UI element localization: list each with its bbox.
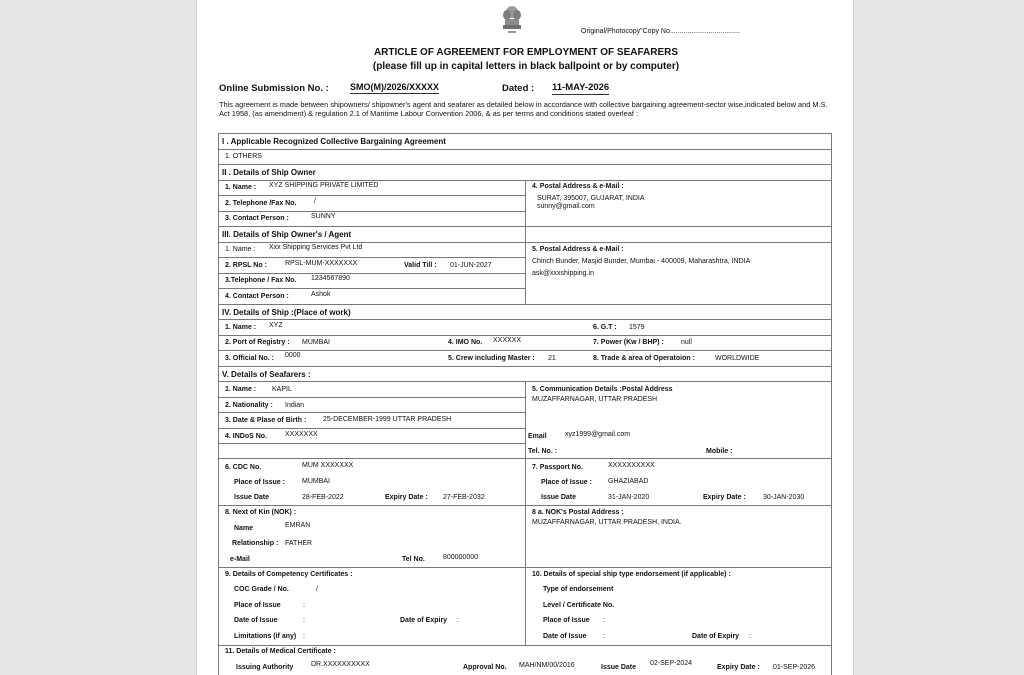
agreement-intro: This agreement is made between shipowners/ shipowner's agent and seafarer as detailed below in accordance with collective bargaining agreement-sector wise,indicated below and M.S. Act 1958, (as amendment) & regulation 2.1 of Maritime Labour Convention 2006, & as per terms and conditions stated overleaf : bbox=[219, 100, 828, 119]
coc-expiry-label: Date of Expiry bbox=[400, 617, 448, 624]
medical-authority-label: Issuing Authority bbox=[236, 664, 294, 671]
nationality-label: 2. Nationality : bbox=[225, 402, 273, 409]
cdc-place: MUMBAI bbox=[302, 478, 330, 485]
coc-grade: / bbox=[316, 586, 318, 593]
medical-expiry-label: Expiry Date : bbox=[717, 664, 760, 671]
endorsement-expiry: : bbox=[749, 633, 751, 640]
nok-tel-label: Tel No. bbox=[402, 556, 425, 563]
ship-name: XYZ bbox=[269, 322, 283, 329]
coc-place-label: Place of Issue bbox=[234, 602, 281, 609]
form-title: ARTICLE OF AGREEMENT FOR EMPLOYMENT OF SEAFARERS bbox=[373, 47, 679, 58]
coc-date-label: Date of Issue bbox=[234, 617, 278, 624]
submission-label: Online Submission No. : bbox=[219, 83, 329, 94]
pp-place-label: Place of Issue : bbox=[541, 479, 592, 486]
ship-name-label: 1. Name : bbox=[225, 324, 257, 331]
medical-issue-label: Issue Date bbox=[601, 664, 637, 671]
mobile-label: Mobile : bbox=[706, 448, 733, 455]
owner-address: SURAT, 395007, GUJARAT, INDIA bbox=[537, 195, 645, 202]
nok-address: MUZAFFARNAGAR, UTTAR PRADESH, INDIA. bbox=[532, 519, 682, 526]
agreement-page bbox=[196, 0, 854, 675]
medical-approval: MAH/NM/00/2016 bbox=[519, 662, 575, 669]
coc-limitations: : bbox=[303, 633, 305, 640]
agent-address-label: 5. Postal Address & e-Mail : bbox=[532, 246, 624, 253]
cdc-place-label: Place of Issue : bbox=[234, 479, 285, 486]
nok-name: EMRAN bbox=[285, 522, 311, 529]
passport-value: XXXXXXXXXX bbox=[608, 462, 655, 469]
pp-place: GHAZIABAD bbox=[608, 478, 649, 485]
owner-address-label: 4. Postal Address & e-Mail : bbox=[532, 183, 624, 190]
medical-approval-label: Approval No. bbox=[463, 664, 507, 671]
cdc-issue-label: Issue Date bbox=[234, 494, 270, 501]
agent-email: ask@xxxshipping.in bbox=[532, 270, 594, 277]
nok-label: 8. Next of Kin (NOK) : bbox=[225, 509, 297, 516]
section-1-heading: I . Applicable Recognized Collective Bargaining Agreement bbox=[222, 137, 446, 146]
agent-contact-label: 4. Contact Person : bbox=[225, 293, 289, 300]
comm-address: MUZAFFARNAGAR, UTTAR PRADESH bbox=[532, 396, 658, 403]
rpsl-label: 2. RPSL No : bbox=[225, 262, 267, 269]
owner-contact-label: 3. Contact Person : bbox=[225, 215, 289, 222]
gt-label: 6. G.T : bbox=[593, 324, 617, 331]
coc-limitations-label: Limitations (if any) bbox=[234, 633, 297, 640]
endorsement-place: : bbox=[603, 617, 605, 624]
pp-issue: 31-JAN-2020 bbox=[608, 494, 650, 501]
crew-label: 5. Crew including Master : bbox=[448, 355, 535, 362]
dated-value: 11-MAY-2026 bbox=[552, 82, 610, 93]
cdc-issue: 28-FEB-2022 bbox=[302, 494, 344, 501]
endorsement-level-label: Level / Certificate No. bbox=[543, 602, 615, 609]
owner-name: XYZ SHIPPING PRIVATE LIMITED bbox=[269, 182, 379, 189]
nok-tel: 800000000 bbox=[443, 554, 479, 561]
relationship: FATHER bbox=[285, 540, 313, 547]
rpsl-value: RPSL-MUM-XXXXXXX bbox=[285, 260, 358, 267]
agent-name-label: 1. Name : bbox=[225, 246, 256, 253]
indos: XXXXXXX bbox=[285, 431, 318, 438]
nok-email-label: e-Mail bbox=[230, 556, 250, 563]
endorsement-type-label: Type of endorsement bbox=[543, 586, 614, 593]
agent-tel-label: 3.Telephone / Fax No. bbox=[225, 277, 297, 284]
owner-tel: / bbox=[314, 198, 316, 205]
valid-till-label: Valid Till : bbox=[404, 262, 437, 269]
coc-place: : bbox=[303, 602, 305, 609]
owner-name-label: 1. Name : bbox=[225, 184, 257, 191]
seafarer-name-label: 1. Name : bbox=[225, 386, 257, 393]
power-value: null bbox=[681, 339, 692, 346]
owner-contact: SUNNY bbox=[311, 213, 336, 220]
imo-value: XXXXXX bbox=[493, 337, 522, 344]
agent-address: Chinch Bunder, Masjid Bunder, Mumbai - 400009, Maharashtra, INDIA bbox=[532, 258, 751, 265]
endorsement-place-label: Place of Issue bbox=[543, 617, 590, 624]
email-value: xyz1999@gmail.com bbox=[565, 431, 631, 438]
pp-expiry: 30-JAN-2030 bbox=[763, 494, 805, 501]
endorsement-date-label: Date of Issue bbox=[543, 633, 587, 640]
medical-issue: 02-SEP-2024 bbox=[650, 660, 693, 667]
nok-address-label: 8 a. NOK's Postal Address : bbox=[532, 509, 624, 516]
form-subtitle: (please fill up in capital letters in black ballpoint or by computer) bbox=[372, 61, 680, 72]
agent-contact: Ashok bbox=[311, 291, 331, 298]
coc-grade-label: COC Grade / No. bbox=[234, 586, 289, 593]
email-label: Email bbox=[528, 433, 547, 440]
dated-label: Dated : bbox=[502, 83, 535, 94]
nationality: Indian bbox=[285, 402, 305, 409]
port-label: 2. Port of Registry : bbox=[225, 339, 290, 346]
passport-label: 7. Passport No. bbox=[532, 464, 583, 471]
cdc-expiry: 27-FEB-2032 bbox=[443, 494, 485, 501]
crew-value: 21 bbox=[548, 355, 556, 362]
trade-value: WORLDWIDE bbox=[715, 355, 760, 362]
official-value: 0000 bbox=[285, 352, 301, 359]
dob: 25-DECEMBER-1999 UTTAR PRADESH bbox=[323, 416, 452, 423]
tel-label: Tel. No. : bbox=[528, 448, 558, 455]
relationship-label: Relationship : bbox=[232, 540, 279, 547]
cdc-label: 6. CDC No. bbox=[225, 464, 262, 471]
coc-heading: 9. Details of Competency Certificates : bbox=[225, 571, 353, 578]
pp-expiry-label: Expiry Date : bbox=[703, 494, 746, 501]
comm-label: 5. Communication Details :Postal Address bbox=[532, 386, 673, 393]
agent-tel: 1234567890 bbox=[311, 275, 350, 282]
imo-label: 4. IMO No. bbox=[448, 339, 483, 346]
cba-value: 1. OTHERS bbox=[225, 153, 262, 160]
nok-name-label: Name bbox=[234, 525, 254, 532]
medical-expiry: 01-SEP-2026 bbox=[773, 664, 816, 671]
submission-value: SMO(M)/2026/XXXXX bbox=[350, 82, 440, 92]
owner-email: sunny@gmail.com bbox=[537, 203, 595, 210]
pp-issue-label: Issue Date bbox=[541, 494, 577, 501]
section-5-heading: V. Details of Seafarers : bbox=[222, 370, 311, 379]
section-4-heading: IV. Details of Ship :(Place of work) bbox=[222, 308, 351, 317]
gt-value: 1579 bbox=[629, 324, 645, 331]
trade-label: 8. Trade & area of Operatoion : bbox=[593, 355, 695, 362]
section-2-heading: II . Details of Ship Owner bbox=[222, 168, 316, 177]
agent-name: Xxx Shipping Services Pvt Ltd bbox=[269, 244, 363, 251]
cdc-value: MUM XXXXXXX bbox=[302, 462, 354, 469]
endorsement-expiry-label: Date of Expiry bbox=[692, 633, 740, 640]
section-3-heading: III. Details of Ship Owner's / Agent bbox=[222, 230, 352, 239]
port-value: MUMBAI bbox=[302, 339, 330, 346]
owner-tel-label: 2. Telephone /Fax No. bbox=[225, 200, 297, 207]
national-emblem-icon bbox=[499, 4, 525, 38]
power-label: 7. Power (Kw / BHP) : bbox=[593, 339, 664, 346]
dob-label: 3. Date & Plase of Birth : bbox=[225, 417, 307, 424]
coc-expiry: : bbox=[457, 617, 459, 624]
medical-heading: 11. Details of Medical Certificate : bbox=[225, 648, 336, 655]
seafarer-name: KAPIL bbox=[272, 386, 292, 393]
medical-authority: DR.XXXXXXXXXX bbox=[311, 661, 370, 668]
copy-label: Original/Photocopy"Copy No.................................... bbox=[581, 28, 740, 35]
endorsement-date: : bbox=[603, 633, 605, 640]
coc-date: : bbox=[303, 617, 305, 624]
valid-till: 01-JUN-2027 bbox=[450, 262, 492, 269]
cdc-expiry-label: Expiry Date : bbox=[385, 494, 428, 501]
indos-label: 4. INDoS No. bbox=[225, 433, 268, 440]
endorsement-heading: 10. Details of special ship type endorsement (if applicable) : bbox=[532, 571, 731, 578]
official-label: 3. Official No. : bbox=[225, 355, 275, 362]
